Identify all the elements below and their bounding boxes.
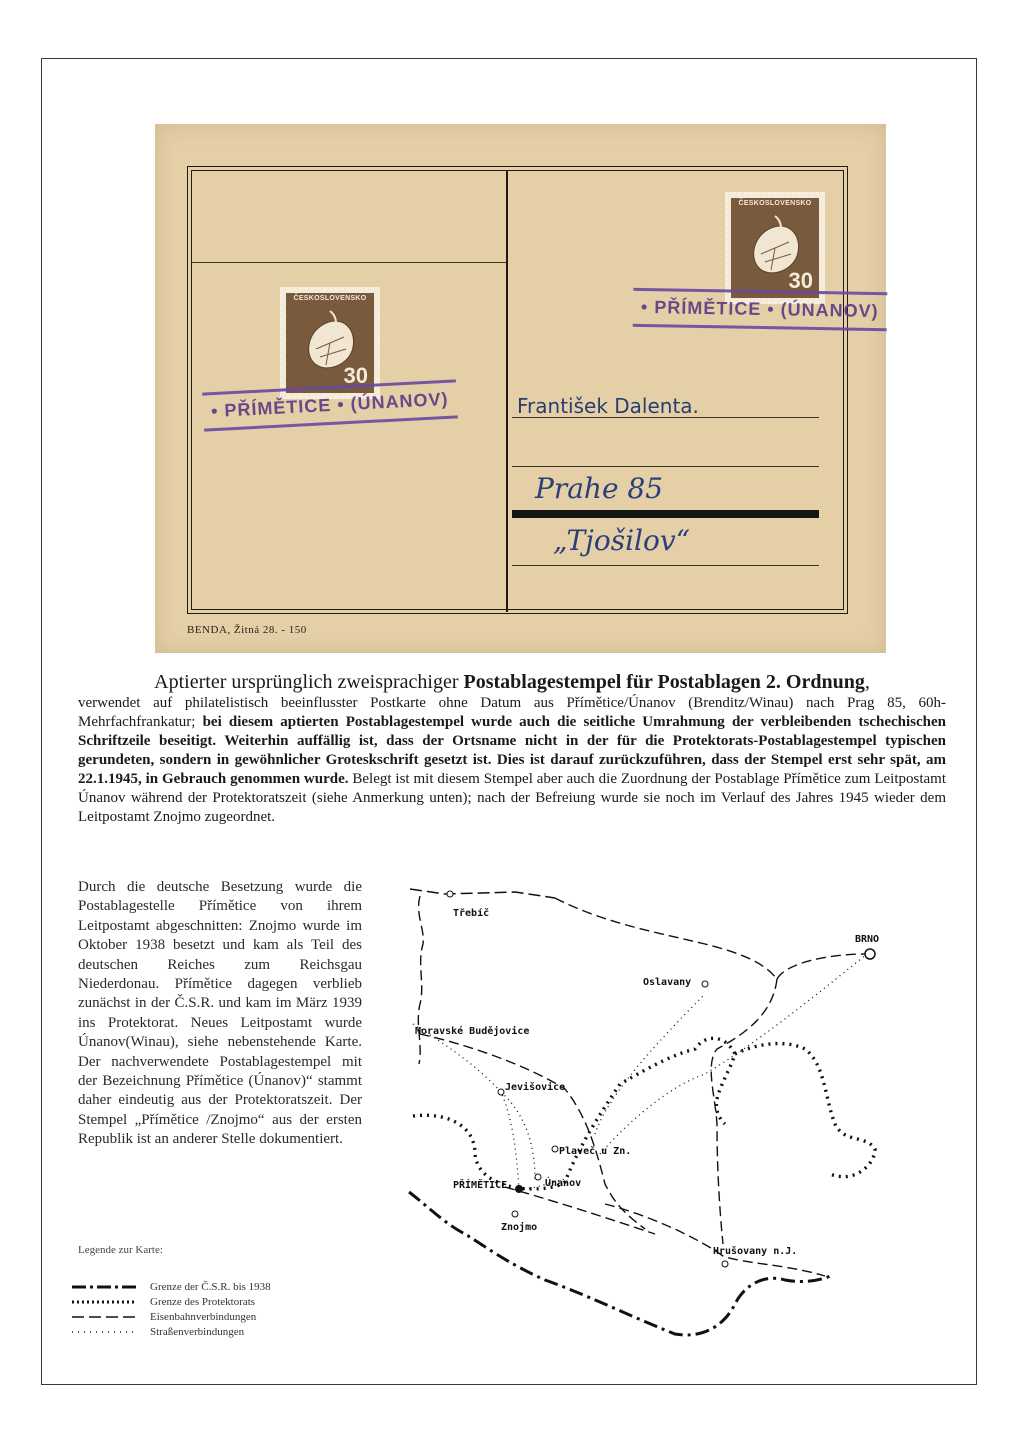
printer-imprint: BENDA, Žitná 28. - 150 — [187, 624, 307, 636]
legend-item — [70, 1309, 340, 1324]
postmark-cancel-left: • PŘÍMĚTICE • (ÚNANOV) — [202, 379, 457, 431]
dotted-line-icon — [70, 1297, 138, 1307]
address-line — [512, 466, 819, 467]
caption-heading — [78, 673, 946, 692]
caption-heading-bold: Postablagestempel für Postablagen 2. Ordnung — [463, 671, 865, 693]
region-map — [405, 884, 910, 1341]
address-bar — [512, 510, 819, 518]
history-paragraph: Durch die deutsche Besetzung wurde die Postablagestelle Přímětice von ihrem Leitpostamt abgeschnitten: Znojmo wurde im Oktober 1938 besetzt und kam als Teil des deutschen Reiches zum Reichsgau Niederdonau. Přímětice dagegen verblieb zunächst in der Č.S.R. und kam im März 1939 ins Protektorat. Neues Leitpostamt wurde Únanov(Winau), siehe nebenstehende Karte. Der nachverwendete Postablagestempel mit der Bezeichnung Přímětice (Únanov)“ stammt daher eindeutig aus der Protektoratszeit. Der Stempel „Přímětice /Znojmo“ aus der ersten Republik ist an anderer Stelle dokumentiert. — [78, 879, 362, 1148]
address-handwriting-1: Prahe 85 — [535, 472, 664, 505]
dash-dot-line-icon — [70, 1282, 138, 1292]
map-legend — [70, 1279, 340, 1339]
map-label-trebic: Třebíč — [453, 908, 490, 919]
map-label-primetice: PŘÍMĚTICE — [453, 1180, 508, 1191]
postage-stamp-left — [280, 287, 380, 399]
stamp-value: 30 — [343, 363, 368, 388]
map-label-jevisovice: Jevišovice — [505, 1082, 566, 1093]
map-label-hrusovany: Hrušovany n.J. — [713, 1246, 798, 1257]
stamp-value: 30 — [788, 268, 813, 293]
map-label-plavec: Plaveč u Zn. — [559, 1146, 632, 1157]
legend-item — [70, 1324, 340, 1339]
addressee-name: František Dalenta. — [517, 394, 699, 418]
stamp-country-text: ČESKOSLOVENSKO — [738, 200, 812, 207]
postmark-cancel-right: • PŘÍMĚTICE • (ÚNANOV) — [633, 288, 887, 331]
map-drawing — [405, 884, 910, 1341]
map-label-moravske-budejovice: Moravské Budějovice — [415, 1026, 530, 1037]
map-label-unanov: Únanov — [545, 1178, 582, 1189]
postcard-divider — [506, 170, 508, 612]
map-label-oslavany: Oslavany — [643, 977, 692, 988]
map-label-brno: BRNO — [855, 934, 880, 945]
legend-label: Straßenverbindungen — [150, 1325, 245, 1338]
fine-dotted-line-icon — [70, 1327, 138, 1337]
address-line — [512, 565, 819, 566]
legend-label: Grenze des Protektorats — [150, 1295, 256, 1308]
caption-paragraph — [78, 673, 946, 827]
legend-label: Grenze der Č.S.R. bis 1938 — [150, 1280, 271, 1293]
legend-label: Eisenbahnverbindungen — [150, 1310, 257, 1323]
caption-text-tail: Belegt ist mit diesem Stempel aber auch die Zuordnung der Postablage Přímětice zum Leitpostamt Únanov während der Protektoratszeit (siehe Anmerkung unten); nach der Befreiung wurde sie noch im Verlauf des Jahres 1945 wieder dem Leitpostamt Znojmo zugeordnet. — [78, 771, 947, 825]
dashed-line-icon — [70, 1312, 138, 1322]
caption-text-bold: bei diesem aptierten Postablagestempel wurde auch die seitliche Umrahmung der verbleibenden tschechischen Schriftzeile beseitigt. Weiterhin auffällig ist, dass der Ortsname nicht in der für die Protektorats-Postablagestempel typischen gerundeten, sondern in gewöhnlicher Groteskschrift gesetzt ist. Dies ist darauf zurückzuführen, dass der Stempel erst sehr spät, am 22.1.1945, in Gebrauch genommen wurde. — [78, 714, 946, 787]
postage-stamp-right — [725, 192, 825, 304]
map-label-znojmo: Znojmo — [501, 1222, 538, 1233]
caption-heading-tail: , — [864, 671, 870, 693]
stamp-country-text: ČESKOSLOVENSKO — [293, 295, 367, 302]
address-handwriting-2: „Tjošilov“ — [553, 524, 690, 557]
postcard-image — [155, 124, 886, 653]
caption-heading-plain: Aptierter ursprünglich zweisprachiger — [154, 671, 464, 693]
legend-item — [70, 1279, 340, 1294]
legend-item — [70, 1294, 340, 1309]
caption-text: verwendet auf philatelistisch beeinflusster Postkarte ohne Datum aus Přímětice/Únanov (Brenditz/Winau) nach Prag 85, 60h-Mehrfachfrankatur; — [78, 695, 946, 730]
postcard-left-rule — [191, 262, 506, 263]
legend-title: Legende zur Karte: — [78, 1244, 163, 1256]
